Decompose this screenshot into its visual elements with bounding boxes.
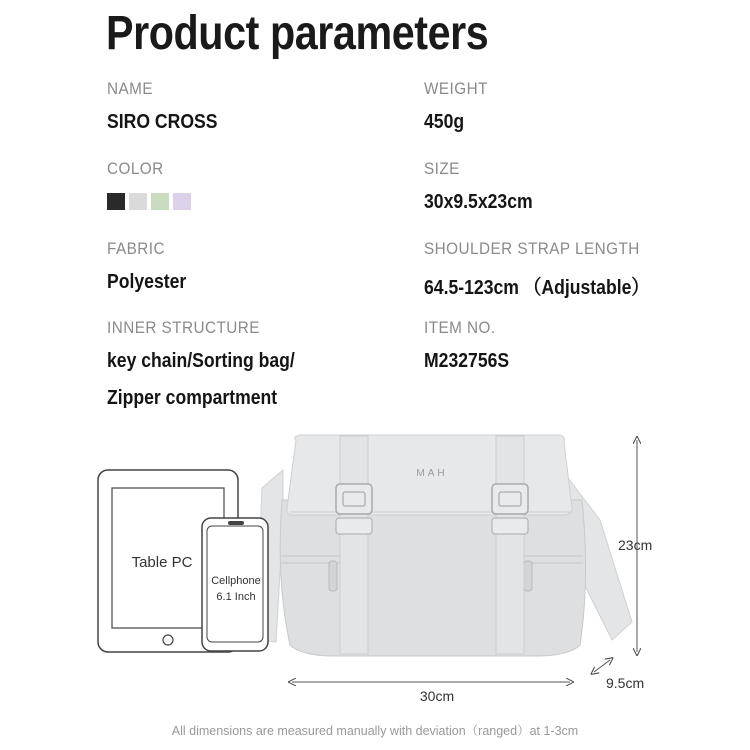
depth-dimension-line — [594, 660, 610, 672]
fabric-label: FABRIC — [107, 239, 165, 258]
item-no-label: ITEM NO. — [424, 318, 496, 337]
bag-illustration — [280, 435, 585, 656]
phone-label-line-2: 6.1 Inch — [216, 591, 256, 603]
color-swatch — [151, 193, 169, 210]
size-comparison-figure — [0, 425, 750, 715]
brand-logo: MAH — [416, 468, 448, 479]
color-swatches — [107, 193, 191, 210]
width-dimension-label: 30cm — [419, 688, 455, 704]
item-no-value: M232756S — [424, 350, 510, 372]
phone-label-line-1: Cellphone — [211, 575, 261, 587]
tablet-label: Table PC — [131, 554, 193, 571]
weight-label: WEIGHT — [424, 79, 488, 98]
size-value: 30x9.5x23cm — [424, 191, 533, 213]
size-label: SIZE — [424, 159, 460, 178]
color-swatch — [129, 193, 147, 210]
height-dimension-label: 23cm — [618, 537, 653, 553]
color-swatch — [107, 193, 125, 210]
depth-dimension-label: 9.5cm — [606, 675, 645, 691]
inner-structure-label: INNER STRUCTURE — [107, 318, 260, 337]
color-label: COLOR — [107, 159, 164, 178]
weight-value: 450g — [424, 111, 465, 133]
strap-length-value: 64.5-123cm （Adjustable） — [424, 277, 649, 299]
inner-structure-line-2: Zipper compartment — [107, 387, 278, 409]
name-value: SIRO CROSS — [107, 111, 218, 133]
color-swatch — [173, 193, 191, 210]
inner-structure-line-1: key chain/Sorting bag/ — [107, 350, 295, 372]
strap-length-label: SHOULDER STRAP LENGTH — [424, 239, 640, 258]
measurement-disclaimer: All dimensions are measured manually with deviation（ranged）at 1-3cm — [171, 724, 579, 738]
page-title: Product parameters — [106, 7, 489, 60]
name-label: NAME — [107, 79, 154, 98]
phone-illustration — [202, 518, 268, 651]
fabric-value: Polyester — [107, 271, 187, 293]
